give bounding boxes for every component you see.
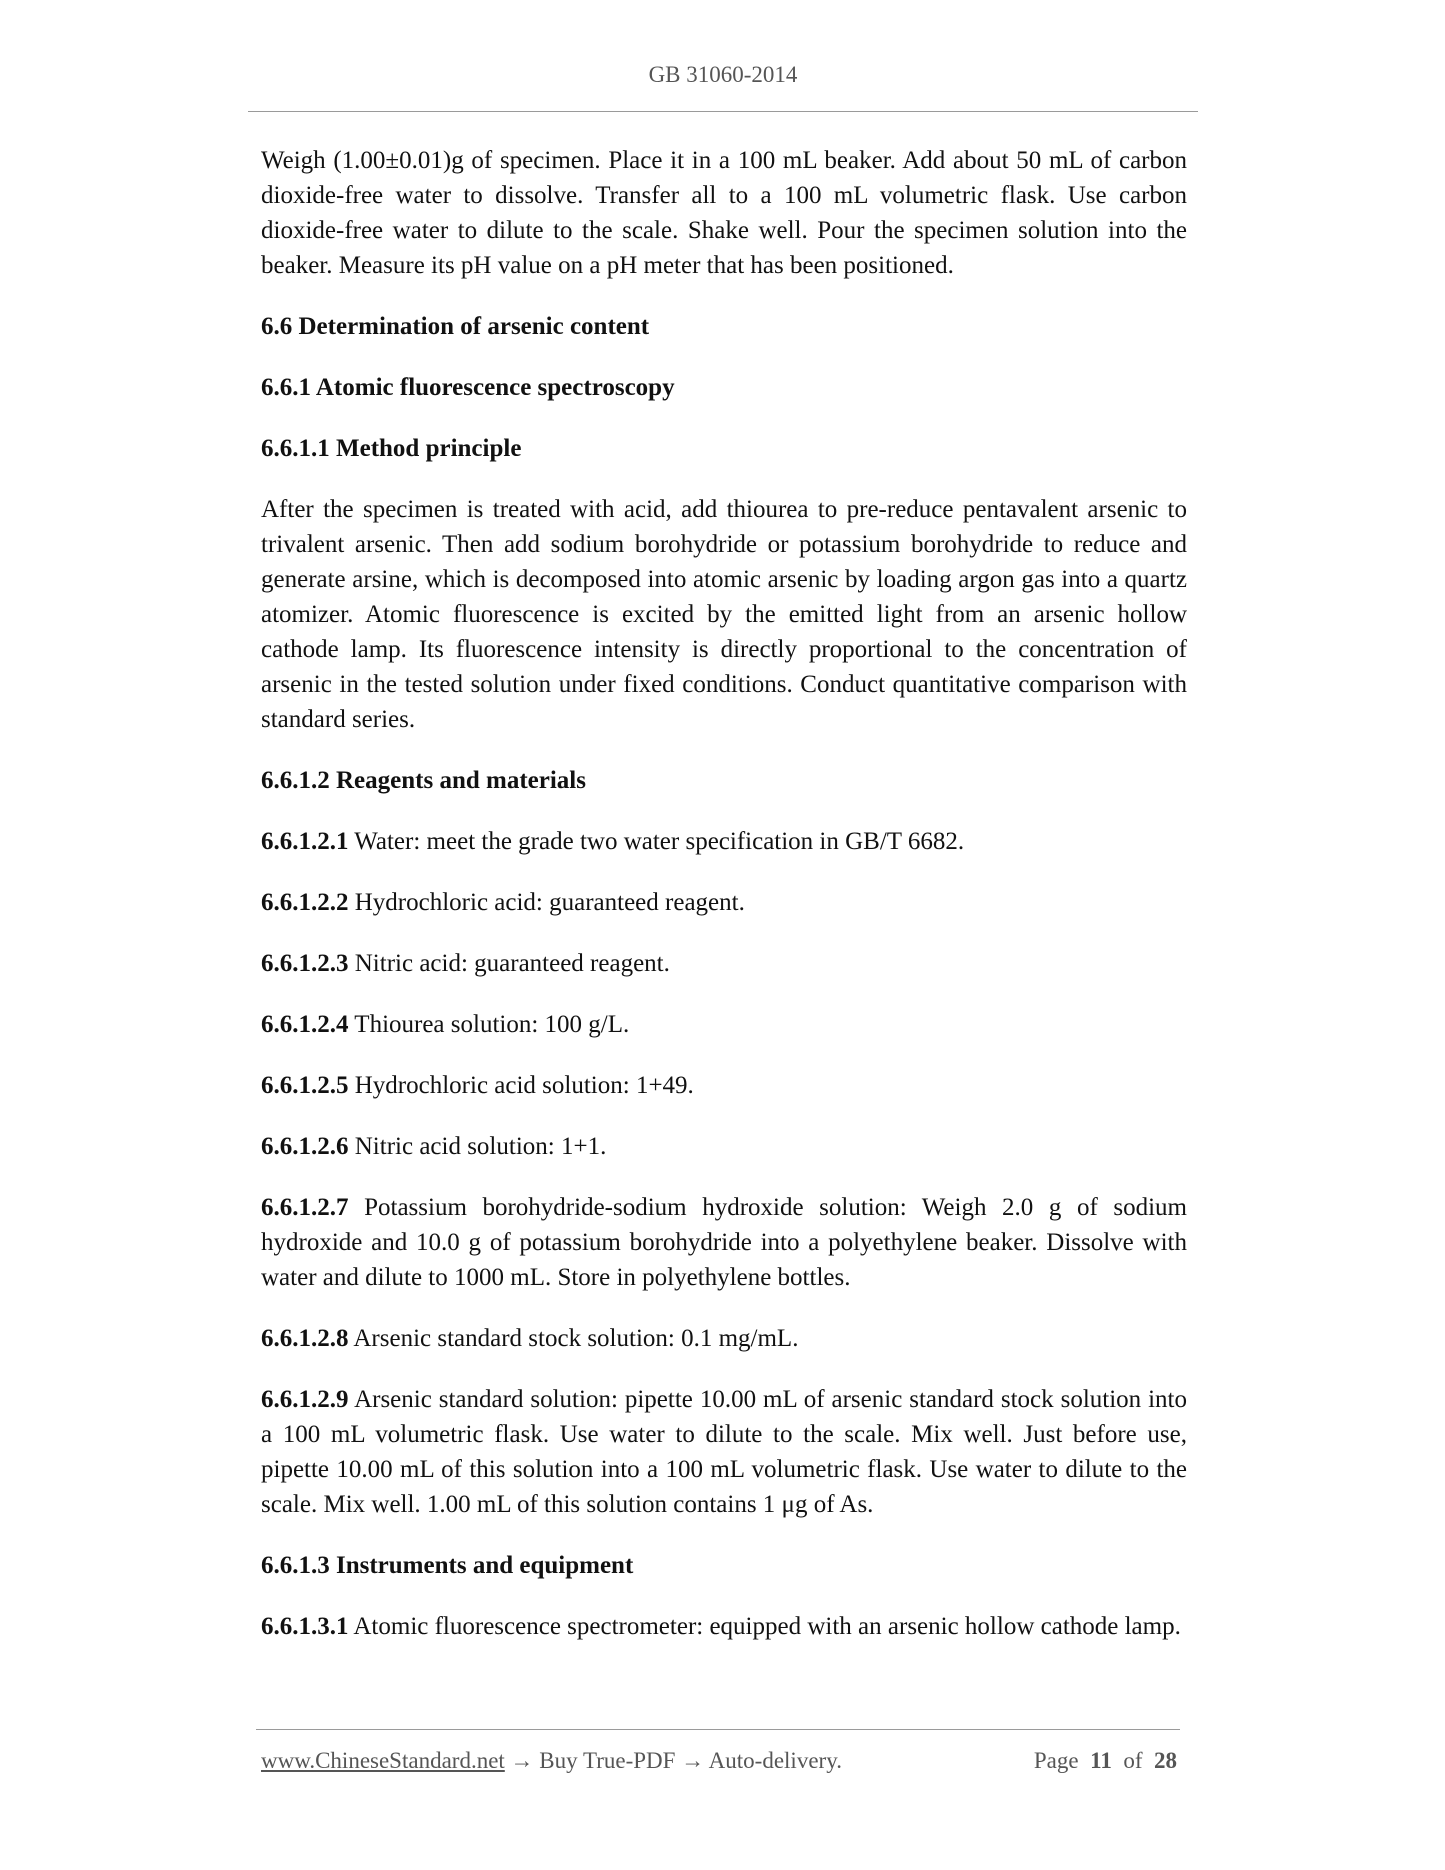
reagent-item xyxy=(261,1321,1187,1356)
section-heading-6-6: 6.6 Determination of arsenic content xyxy=(261,313,650,340)
section-heading-6-6-1: 6.6.1 Atomic fluorescence spectroscopy xyxy=(261,374,675,401)
clause-text: Atomic fluorescence spectrometer: equipped with an arsenic hollow cathode lamp. xyxy=(348,1613,1181,1640)
reagent-item xyxy=(261,885,1187,920)
clause-text: Water: meet the grade two water specification in GB/T 6682. xyxy=(348,828,965,855)
method-principle-paragraph: After the specimen is treated with acid, add thiourea to pre-reduce pentavalent arsenic to trivalent arsenic. Then add sodium borohydride or potassium borohydride to reduce and generate arsine, which is decomposed into atomic arsenic by loading argon gas into a quartz atomizer. Atomic fluorescence is excited by the emitted light from an arsenic hollow cathode lamp. Its fluorescence intensity is directly proportional to the concentration of arsenic in the tested solution under fixed conditions. Conduct quantitative comparison with standard series. xyxy=(261,496,1187,733)
clause-text: Hydrochloric acid solution: 1+49. xyxy=(348,1072,694,1099)
document-body xyxy=(261,143,1187,1670)
page-header: GB 31060-2014 xyxy=(648,62,798,87)
arrow-icon: → xyxy=(510,1748,534,1773)
page-indicator xyxy=(1034,1748,1177,1774)
clause-text: Arsenic standard stock solution: 0.1 mg/mL. xyxy=(348,1325,799,1352)
clause-number: 6.6.1.2.6 xyxy=(261,1133,349,1160)
clause-number: 6.6.1.2.8 xyxy=(261,1325,349,1352)
page-word: Page xyxy=(1033,1748,1079,1773)
reagent-item xyxy=(261,1382,1187,1522)
clause-number: 6.6.1.2.3 xyxy=(261,950,349,977)
total-page-count: 28 xyxy=(1154,1748,1177,1773)
clause-number: 6.6.1.2.5 xyxy=(261,1072,349,1099)
arrow-icon: → xyxy=(681,1748,705,1773)
delivery-text: Auto-delivery. xyxy=(708,1748,842,1773)
section-heading-6-6-1-2: 6.6.1.2 Reagents and materials xyxy=(261,767,586,794)
clause-number: 6.6.1.2.1 xyxy=(261,828,349,855)
clause-text: Hydrochloric acid: guaranteed reagent. xyxy=(348,889,745,916)
instrument-item xyxy=(261,1609,1187,1644)
clause-number: 6.6.1.3.1 xyxy=(261,1613,349,1640)
reagent-item xyxy=(261,824,1187,859)
of-word: of xyxy=(1123,1748,1143,1773)
site-link[interactable]: www.ChineseStandard.net xyxy=(261,1748,505,1773)
footer-divider xyxy=(256,1729,1180,1730)
clause-number: 6.6.1.2.2 xyxy=(261,889,349,916)
buy-text: Buy True-PDF xyxy=(539,1748,676,1773)
reagent-item xyxy=(261,1129,1187,1164)
intro-paragraph: Weigh (1.00±0.01)g of specimen. Place it in a 100 mL beaker. Add about 50 mL of carbon dioxide-free water to dissolve. Transfer all to a 100 mL volumetric flask. Use carbon dioxide-free water to dilute to the scale. Shake well. Pour the specimen solution into the beaker. Measure its pH value on a pH meter that has been positioned. xyxy=(261,147,1187,279)
header-divider xyxy=(248,111,1198,112)
reagent-item xyxy=(261,1007,1187,1042)
clause-number: 6.6.1.2.9 xyxy=(261,1386,349,1413)
clause-number: 6.6.1.2.7 xyxy=(261,1194,349,1221)
footer-promo xyxy=(261,1748,842,1774)
clause-text: Potassium borohydride-sodium hydroxide solution: Weigh 2.0 g of sodium hydroxide and 10.0 g of potassium borohydride into a polyethylene beaker. Dissolve with water and dilute to 1000 mL. Store in polyethylene bottles. xyxy=(261,1194,1187,1291)
clause-text: Nitric acid: guaranteed reagent. xyxy=(348,950,670,977)
clause-text: Nitric acid solution: 1+1. xyxy=(348,1133,607,1160)
clause-text: Thiourea solution: 100 g/L. xyxy=(348,1011,630,1038)
clause-number: 6.6.1.2.4 xyxy=(261,1011,349,1038)
section-heading-6-6-1-1: 6.6.1.1 Method principle xyxy=(261,435,522,462)
clause-text: Arsenic standard solution: pipette 10.00 mL of arsenic standard stock solution into a 100 mL volumetric flask. Use water to dilute to the scale. Mix well. Just before use, pipette 10.00 mL of this solution into a 100 mL volumetric flask. Use water to dilute to the scale. Mix well. 1.00 mL of this solution contains 1 μg of As. xyxy=(261,1386,1187,1518)
current-page-number: 11 xyxy=(1090,1748,1112,1773)
reagent-item xyxy=(261,946,1187,981)
reagent-item xyxy=(261,1190,1187,1295)
section-heading-6-6-1-3: 6.6.1.3 Instruments and equipment xyxy=(261,1552,634,1579)
reagent-item xyxy=(261,1068,1187,1103)
